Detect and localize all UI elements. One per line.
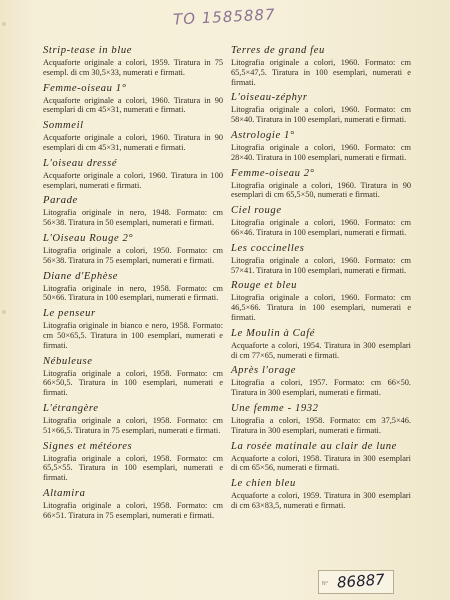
entry-title: La rosée matinale au clair de lune xyxy=(231,440,397,452)
entry-description: Litografia originale a colori, 1950. Formato: cm 56×38. Tiratura in 75 esemplari, numerati e firmati. xyxy=(43,245,223,265)
entry-title: Signes et météores xyxy=(43,440,133,452)
catalog-entry xyxy=(231,204,411,238)
entry-title: Une femme - 1932 xyxy=(231,402,319,414)
entry-title: Le chien bleu xyxy=(231,478,296,490)
catalog-entry xyxy=(43,232,223,266)
entry-description: Litografia originale a colori, 1958. Formato: cm 66×50,5. Tiratura in 100 esemplari, numerati e firmati. xyxy=(43,368,223,398)
entry-description: Litografia originale a colori, 1958. Formato: cm 51×66,5. Tiratura in 75 esemplari, numerati e firmati. xyxy=(43,415,223,435)
entry-description: Litografia originale a colori, 1960. Formato: cm 66×46. Tiratura in 100 esemplari, numerati e firmati. xyxy=(231,218,411,237)
entry-title: Nébuleuse xyxy=(43,355,93,367)
entry-title: L'étrangère xyxy=(43,402,99,414)
catalog-entry xyxy=(43,157,223,191)
catalog-entry xyxy=(231,129,411,163)
entry-description: Acquaforte originale a colori, 1959. Tiratura in 75 esempl. di cm 30,5×33, numerati e firmati. xyxy=(43,58,223,77)
catalog-entry xyxy=(231,402,411,436)
entry-title: L'oiseau-zéphyr xyxy=(231,92,308,104)
entry-description: Litografia originale a colori, 1960. Formato: cm 65,5×47,5. Tiratura in 100 esemplari, numerati e firmati. xyxy=(231,58,411,87)
inventory-stamp xyxy=(318,570,394,594)
catalog-entry xyxy=(231,440,411,474)
catalog-entry xyxy=(43,355,223,398)
entry-description: Litografia originale in nero, 1948. Formato: cm 56×38. Tiratura in 50 esemplari, numerati e firmati. xyxy=(43,208,223,228)
entry-description: Litografia originale a colori, 1958. Formato: cm 65,5×55. Tiratura in 100 esemplari, numerati e firmati. xyxy=(43,453,223,483)
entry-description: Litografia a colori, 1958. Formato: cm 37,5×46. Tiratura in 300 esemplari, numerati e firmati. xyxy=(231,415,411,435)
entry-description: Litografia originale a colori, 1960. Tiratura in 90 esemplari di cm 65,5×50, numerati e firmati. xyxy=(231,180,411,200)
entry-title: Rouge et bleu xyxy=(231,280,298,292)
entry-description: Acquaforte a colori, 1959. Tiratura in 300 esemplari di cm 63×83,5, numerati e firmati. xyxy=(231,491,411,510)
handwritten-annotation: TO 1585887 xyxy=(172,5,276,29)
entry-title: Les coccinelles xyxy=(231,242,305,254)
entry-description: Litografia originale a colori, 1960. Formato: cm 57×41. Tiratura in 100 esemplari, numerati e firmati. xyxy=(231,255,411,275)
entry-title: Femme-oiseau 2° xyxy=(231,167,315,179)
entry-description: Acquaforte originale a colori, 1960. Tiratura in 90 esemplari di cm 45×31, numerati e firmati. xyxy=(43,133,223,152)
entry-title: Sommeil xyxy=(43,120,84,132)
catalog-entry xyxy=(43,440,223,483)
entry-description: Litografia originale a colori, 1960. Formato: cm 46,5×66. Tiratura in 100 esemplari, numerati e firmati. xyxy=(231,293,411,322)
right-column xyxy=(231,44,411,515)
catalog-entry xyxy=(231,477,411,511)
entry-title: Parade xyxy=(43,195,78,207)
entry-title: L'oiseau dressé xyxy=(43,157,118,169)
entry-title: Après l'orage xyxy=(231,365,297,377)
entry-title: Altamira xyxy=(43,487,86,499)
inventory-number: 86887 xyxy=(336,570,386,592)
entry-description: Acquaforte originale a colori, 1960. Tiratura in 100 esemplari, numerati e firmati. xyxy=(43,170,223,190)
entry-description: Litografia originale in bianco e nero, 1958. Formato: cm 50×65,5. Tiratura in 100 esemplari, numerati e firmati. xyxy=(43,321,223,350)
binding-hole xyxy=(2,310,6,314)
entry-description: Litografia originale in nero, 1958. Formato: cm 50×66. Tiratura in 100 esemplari, numerati e firmati. xyxy=(43,283,223,303)
entry-description: Litografia a colori, 1957. Formato: cm 66×50. Tiratura in 300 esemplari, numerati e firmati. xyxy=(231,378,411,398)
entry-title: Le penseur xyxy=(43,308,96,320)
catalog-entry xyxy=(43,307,223,350)
catalog-entry xyxy=(43,44,223,78)
catalog-entry xyxy=(231,242,411,276)
catalog-entry xyxy=(231,327,411,361)
catalog-entry xyxy=(43,82,223,116)
catalog-entry xyxy=(231,167,411,201)
entry-title: L'Oiseau Rouge 2° xyxy=(43,232,134,244)
catalog-entry xyxy=(43,194,223,228)
entry-description: Acquaforte originale a colori, 1960. Tiratura in 90 esemplari di cm 45×31, numerati e firmati. xyxy=(43,95,223,115)
catalog-entry xyxy=(43,402,223,436)
catalog-entry xyxy=(231,91,411,125)
entry-title: Astrologie 1° xyxy=(231,129,295,141)
binding-hole xyxy=(2,22,6,26)
catalog-entry xyxy=(43,270,223,304)
left-column xyxy=(43,44,223,525)
entry-title: Ciel rouge xyxy=(231,205,282,217)
entry-description: Litografia originale a colori, 1960. Formato: cm 28×40. Tiratura in 100 esemplari, numerati e firmati. xyxy=(231,142,411,162)
entry-title: Diane d'Ephèse xyxy=(43,270,119,282)
entry-description: Litografia originale a colori, 1960. Formato: cm 58×40. Tiratura in 100 esemplari, numerati e firmati. xyxy=(231,105,411,125)
entry-description: Acquaforte a colori, 1958. Tiratura in 300 esemplari di cm 65×56, numerati e firmati. xyxy=(231,453,411,473)
entry-description: Acquaforte a colori, 1954. Tiratura in 300 esemplari di cm 77×65, numerati e firmati. xyxy=(231,340,411,360)
catalog-entry xyxy=(231,364,411,398)
entry-title: Femme-oiseau 1° xyxy=(43,82,127,94)
catalog-entry xyxy=(231,44,411,87)
catalog-entry xyxy=(43,487,223,521)
catalog-entry xyxy=(43,119,223,153)
entry-title: Terres de grand feu xyxy=(231,45,325,56)
stamp-prefix: N° xyxy=(322,581,329,587)
catalog-entry xyxy=(231,279,411,322)
entry-title: Le Moulin à Café xyxy=(231,327,316,339)
entry-title: Strip-tease in blue xyxy=(43,45,133,56)
entry-description: Litografia originale a colori, 1958. Formato: cm 66×51. Tiratura in 75 esemplari, numerati e firmati. xyxy=(43,500,223,520)
